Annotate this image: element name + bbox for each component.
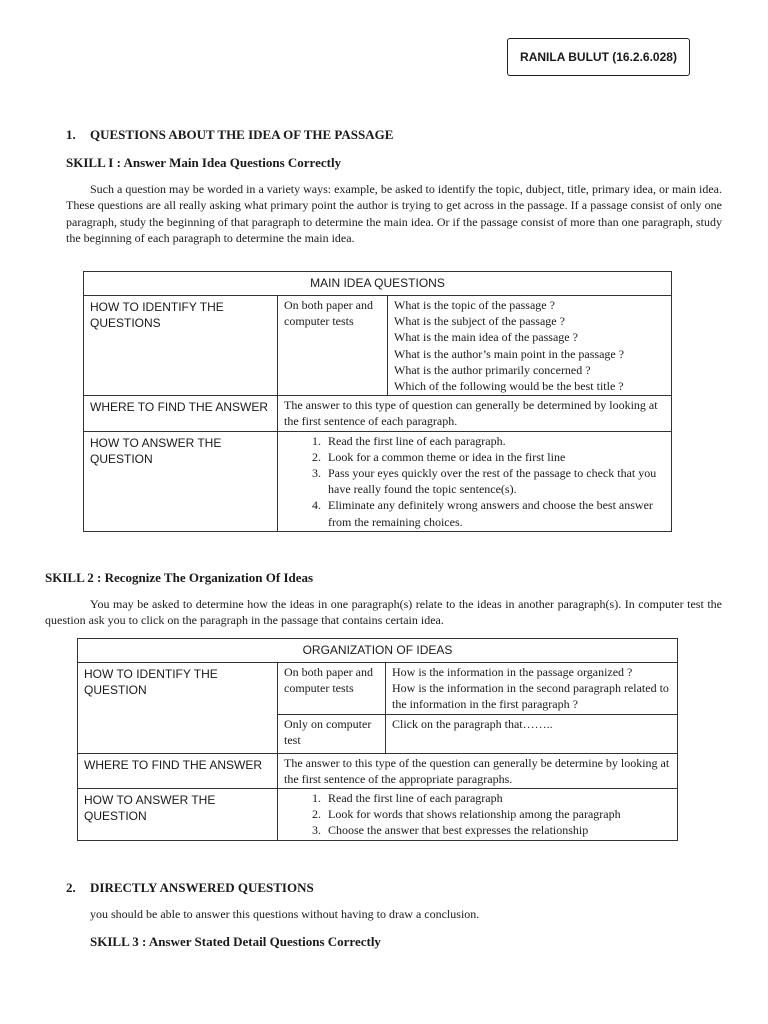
identify-label: HOW TO IDENTIFY THE QUESTION [78, 663, 278, 754]
section-2-title: DIRECTLY ANSWERED QUESTIONS [90, 880, 314, 895]
how-label: HOW TO ANSWER THE QUESTION [84, 431, 278, 531]
section-1-number: 1. [66, 127, 76, 142]
test-type: Only on computer test [278, 714, 386, 753]
section-1-title: QUESTIONS ABOUT THE IDEA OF THE PASSAGE [90, 127, 394, 142]
skill-3-heading: SKILL 3 : Answer Stated Detail Questions Correctly [90, 934, 381, 949]
identify-label: HOW TO IDENTIFY THE QUESTIONS [84, 296, 278, 396]
main-idea-table-title: MAIN IDEA QUESTIONS [84, 272, 672, 296]
step-item: 3. Pass your eyes quickly over the rest of the passage to check that you have really found the topic sentence(s). [324, 465, 666, 497]
question-item: What is the author primarily concerned ? [394, 362, 591, 377]
organization-table-title: ORGANIZATION OF IDEAS [78, 639, 678, 663]
question-item: How is the information in the second paragraph related to the information in the first paragraph ? [392, 681, 669, 712]
main-idea-question-list [388, 296, 672, 396]
question-item: What is the subject of the passage ? [394, 314, 565, 329]
question-item: What is the author’s main point in the passage ? [394, 346, 625, 361]
step-item: 2. Look for a common theme or idea in the first line [324, 449, 666, 465]
step-item: 4. Eliminate any definitely wrong answers and choose the best answer from the remaining choices. [324, 497, 666, 529]
author-name: RANILA BULUT (16.2.6.028) [520, 50, 677, 64]
skill-1-heading: SKILL I : Answer Main Idea Questions Correctly [66, 155, 342, 170]
question-item: What is the topic of the passage ? [394, 298, 555, 312]
question-item: What is the main idea of the passage ? [394, 330, 578, 345]
where-text: The answer to this type of the question can generally be determine by looking at the first sentence of the appropriate paragraphs. [278, 753, 678, 788]
question-item: How is the information in the passage organized ? [392, 665, 633, 679]
how-steps [278, 431, 672, 531]
skill-1-paragraph: Such a question may be worded in a variety ways: example, be asked to identify the topic, dubject, title, primary idea, or main idea. These questions are all really asking what primary point the author is trying to get across in the passage. If a passage consist of only one paragraph, study the beginning of that paragraph to determine the main idea. Or if the passage consist of more than one paragraph, study the beginning of each paragraph to determine the main idea. [66, 182, 722, 246]
test-type: On both paper and computer tests [278, 663, 386, 715]
organization-table [77, 638, 678, 841]
step-item: 3. Choose the answer that best expresses the relationship [324, 822, 672, 838]
where-label: WHERE TO FIND THE ANSWER [78, 753, 278, 788]
where-text: The answer to this type of question can generally be determined by looking at the first sentence of each paragraph. [278, 396, 672, 431]
how-label: HOW TO ANSWER THE QUESTION [78, 789, 278, 841]
section-2-number: 2. [66, 880, 76, 895]
author-name-box [507, 38, 690, 76]
section-2-heading [66, 880, 314, 896]
step-item: 1. Read the first line of each paragraph. [324, 433, 666, 449]
step-item: 2. Look for words that shows relationship among the paragraph [324, 806, 672, 822]
skill-2-paragraph: You may be asked to determine how the ideas in one paragraph(s) relate to the ideas in another paragraph(s). In computer test the question ask you to click on the paragraph in the passage that contains certain idea. [45, 597, 722, 628]
skill-2-heading: SKILL 2 : Recognize The Organization Of Ideas [45, 570, 314, 585]
section-1-heading [66, 127, 393, 143]
question-item: Click on the paragraph that…….. [386, 714, 678, 753]
section-2-paragraph: you should be able to answer this questions without having to draw a conclusion. [90, 907, 480, 921]
main-idea-table [83, 271, 672, 532]
question-item: Which of the following would be the best title ? [394, 379, 624, 394]
organization-question-list [386, 663, 678, 715]
test-type: On both paper and computer tests [278, 296, 388, 396]
how-steps [278, 789, 678, 841]
step-item: 1. Read the first line of each paragraph [324, 790, 672, 806]
where-label: WHERE TO FIND THE ANSWER [84, 396, 278, 431]
